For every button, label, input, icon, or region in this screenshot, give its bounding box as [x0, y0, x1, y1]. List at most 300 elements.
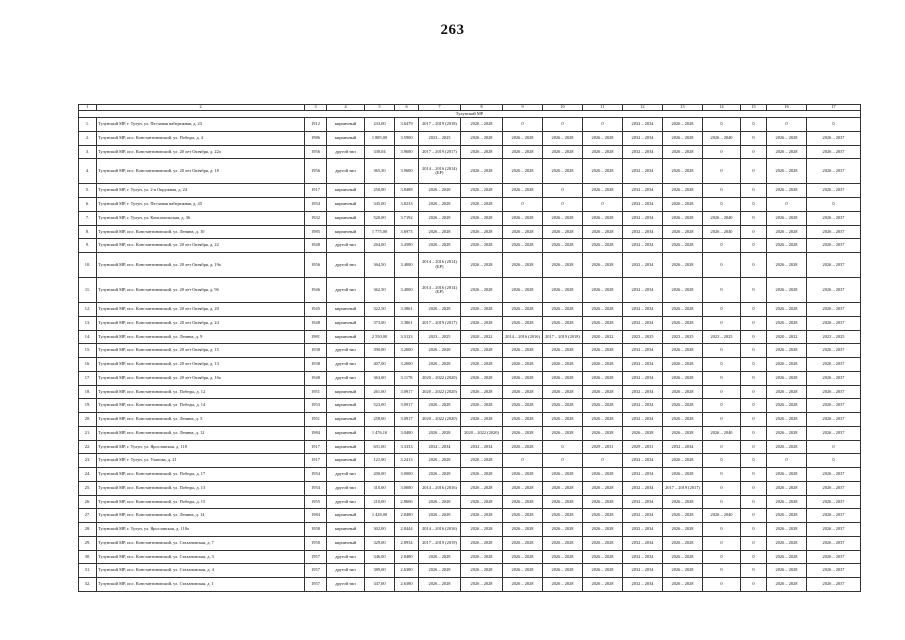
address-cell: Тулунский МР, г. Тулун, ул. Песчаная набережная, д. 23 [97, 118, 305, 132]
address-cell: Тулунский МР, пос. Константиновский, ул. 20 лет Октября, д. 16а [97, 371, 305, 385]
table-cell: 0 [703, 440, 741, 454]
column-number-cell: 13 [663, 105, 703, 111]
table-cell: 2026 – 2028 [543, 344, 583, 358]
table-cell: 1957 [305, 564, 327, 578]
table-cell: 2026 – 2028 [663, 145, 703, 159]
table-cell: 2026 – 2028 [461, 358, 503, 372]
table-cell: 2026 – 2028 [767, 303, 807, 317]
table-cell: 2032 – 2034 [623, 253, 663, 278]
table-cell: 1951 [305, 413, 327, 427]
table-cell: 2026 – 2028 [503, 184, 543, 198]
table-cell: 1984 [305, 426, 327, 440]
table-cell: 2026 – 2028 [461, 564, 503, 578]
address-cell: Тулунский МР, пос. Константиновский, ул. Ленина, д. 12 [97, 426, 305, 440]
table-cell: 2026 – 2028 [767, 225, 807, 239]
table-cell: 2026 – 2028 [461, 578, 503, 592]
row-number-cell: 26. [79, 495, 97, 509]
table-cell: 2026 – 2037 [807, 536, 861, 550]
table-cell: 0 [703, 316, 741, 330]
table-cell: 2032 – 2034 [623, 481, 663, 495]
table-cell: 2026 – 2028 [767, 344, 807, 358]
table-cell: 2032 – 2034 [623, 454, 663, 468]
table-cell: 2026 – 2028 [503, 131, 543, 145]
table-cell: кирпичный [327, 184, 365, 198]
address-cell: Тулунский МР, пос. Константиновский, ул. Победы, д. 13 [97, 481, 305, 495]
table-cell: 2026 – 2028 [543, 303, 583, 317]
table-row [79, 239, 861, 253]
table-cell: 2026 – 2028 [503, 159, 543, 184]
housing-register-table [78, 104, 861, 592]
table-cell: 2026 – 2028 [543, 426, 583, 440]
table-cell: 1946 [305, 278, 327, 303]
table-cell: 0 [807, 198, 861, 212]
table-cell: 2020 – 2022 (2020) [419, 385, 461, 399]
address-cell: Тулунский МР, пос. Константиновский, ул. Победы, д. 15 [97, 495, 305, 509]
table-cell: 2026 – 2028 [583, 278, 623, 303]
address-cell: Тулунский МР, пос. Константиновский, ул. 20 лет Октября, д. 22 [97, 239, 305, 253]
table-cell: кирпичный [327, 225, 365, 239]
row-number-cell: 21. [79, 426, 97, 440]
row-number-cell: 22. [79, 440, 97, 454]
table-cell: 2026 – 2028 [663, 358, 703, 372]
table-cell: 2026 – 2037 [807, 509, 861, 523]
table-row [79, 159, 861, 184]
table-cell: 2017 – 2019 (2019) [419, 536, 461, 550]
table-cell: 322,50 [365, 303, 395, 317]
table-cell: кирпичный [327, 536, 365, 550]
table-row [79, 253, 861, 278]
table-cell: 2014 – 2016 (2016) [419, 481, 461, 495]
table-cell: 2026 – 2028 [419, 578, 461, 592]
address-cell: Тулунский МР, пос. Константиновский, ул. Стахановская, д. 4 [97, 564, 305, 578]
table-cell: 0 [703, 253, 741, 278]
table-cell: 2026 – 2028 [583, 426, 623, 440]
table-cell: 0 [741, 184, 767, 198]
table-cell: 0 [703, 385, 741, 399]
table-cell: 0 [807, 454, 861, 468]
table-row [79, 481, 861, 495]
table-cell: 1986 [305, 131, 327, 145]
table-cell: 2026 – 2037 [807, 578, 861, 592]
table-cell: 2032 – 2034 [623, 184, 663, 198]
table-cell: 0 [703, 536, 741, 550]
table-cell: 0 [741, 385, 767, 399]
table-cell: 2026 – 2028 [419, 550, 461, 564]
table-cell: 2026 – 2028 [663, 211, 703, 225]
table-cell: кирпичный [327, 413, 365, 427]
table-cell: 2026 – 2037 [807, 385, 861, 399]
district-name: Тулунский МР [79, 111, 861, 118]
column-number-cell: 16 [767, 105, 807, 111]
table-cell: 2026 – 2028 [663, 385, 703, 399]
table-row [79, 523, 861, 537]
address-cell: Тулунский МР, пос. Константиновский, ул. 20 лет Октября, д. 24 [97, 316, 305, 330]
table-cell: 0 [741, 253, 767, 278]
table-cell: 2026 – 2028 [767, 385, 807, 399]
address-cell: Тулунский МР, пос. Константиновский, ул. 20 лет Октября, д. 19а [97, 253, 305, 278]
table-cell: 0 [741, 303, 767, 317]
table-cell: 3.3861 [395, 303, 419, 317]
table-cell: 2026 – 2028 [461, 131, 503, 145]
table-cell: 2026 – 2028 [583, 131, 623, 145]
table-cell: 2026 – 2028 [543, 481, 583, 495]
table-cell: 2026 – 2028 [419, 198, 461, 212]
table-cell: 2026 – 2028 [461, 225, 503, 239]
table-cell: 2026 – 2028 [461, 253, 503, 278]
table-cell: 121,00 [365, 454, 395, 468]
table-cell: 2020 – 2022 [461, 330, 503, 344]
table-cell: 0 [703, 303, 741, 317]
address-cell: Тулунский МР, пос. Константиновский, ул. 20 лет Октября, д. 22а [97, 145, 305, 159]
table-cell: 2026 – 2028 [461, 371, 503, 385]
row-number-cell: 5. [79, 184, 97, 198]
table-cell: 2032 – 2034 [623, 468, 663, 482]
table-cell: 3.9600 [395, 159, 419, 184]
table-cell: 2032 – 2034 [623, 316, 663, 330]
table-cell: 2032 – 2034 [623, 550, 663, 564]
table-cell: 2026 – 2040 [703, 131, 741, 145]
column-number-cell: 7 [419, 105, 461, 111]
table-cell: 3.8233 [395, 198, 419, 212]
table-cell: 2026 – 2037 [807, 211, 861, 225]
table-cell: 2026 – 2028 [503, 358, 543, 372]
table-cell: 2032 – 2034 [623, 399, 663, 413]
table-cell: 261,00 [365, 385, 395, 399]
table-cell: 250,00 [365, 184, 395, 198]
table-cell: 1 775,00 [365, 225, 395, 239]
page-number: 263 [440, 22, 465, 38]
table-cell: кирпичный [327, 198, 365, 212]
table-cell: 0 [741, 330, 767, 344]
table-cell: 0 [741, 371, 767, 385]
table-cell: 0 [703, 399, 741, 413]
table-cell: 0 [583, 118, 623, 132]
table-cell: 3.3861 [395, 316, 419, 330]
table-cell: 2026 – 2028 [663, 536, 703, 550]
address-cell: Тулунский МР, пос. Константиновский, ул. Победы, д. 14 [97, 399, 305, 413]
table-cell: 2026 – 2028 [767, 145, 807, 159]
table-cell: 2026 – 2028 [543, 225, 583, 239]
table-cell: 2026 – 2028 [583, 413, 623, 427]
address-cell: Тулунский МР, г. Тулун, ул. Ярославская, д. 118 [97, 440, 305, 454]
column-number-cell: 14 [703, 105, 741, 111]
table-cell: 2026 – 2028 [663, 454, 703, 468]
table-cell: 2026 – 2028 [503, 523, 543, 537]
row-number-cell: 8. [79, 225, 97, 239]
table-cell: 2032 – 2034 [623, 358, 663, 372]
table-cell: 2026 – 2028 [663, 198, 703, 212]
table-cell: 2026 – 2028 [503, 253, 543, 278]
table-cell: 2026 – 2028 [583, 495, 623, 509]
table-cell: 2026 – 2028 [543, 278, 583, 303]
table-cell: 2026 – 2028 [503, 536, 543, 550]
table-cell: 0 [703, 578, 741, 592]
table-row [79, 385, 861, 399]
table-cell: 2026 – 2028 [461, 385, 503, 399]
table-cell: 2.8934 [395, 536, 419, 550]
table-cell: 329,00 [365, 536, 395, 550]
table-cell: 0 [703, 344, 741, 358]
table-cell: 2023 – 2025 [623, 330, 663, 344]
table-cell: 2026 – 2028 [583, 159, 623, 184]
address-cell: Тулунский МР, пос. Константиновский, ул. 20 лет Октября, д. 20 [97, 303, 305, 317]
table-cell: 2026 – 2028 [419, 468, 461, 482]
table-cell: 364,50 [365, 253, 395, 278]
table-cell: 3.3333 [395, 440, 419, 454]
column-number-cell: 3 [305, 105, 327, 111]
table-cell: 2026 – 2028 [543, 413, 583, 427]
table-cell: 1948 [305, 371, 327, 385]
table-cell: 2026 – 2028 [663, 159, 703, 184]
table-cell: 2026 – 2037 [807, 371, 861, 385]
table-cell: кирпичный [327, 316, 365, 330]
table-cell: другой тип [327, 278, 365, 303]
table-cell: 389,00 [365, 564, 395, 578]
table-cell: 1985 [305, 225, 327, 239]
column-number-cell: 1 [79, 105, 97, 111]
table-cell: 2026 – 2028 [461, 536, 503, 550]
table-cell: 2032 – 2034 [623, 118, 663, 132]
table-cell: 2026 – 2037 [807, 253, 861, 278]
table-cell: 2026 – 2028 [543, 159, 583, 184]
table-cell: 2026 – 2028 [419, 399, 461, 413]
table-cell: 0 [741, 578, 767, 592]
table-cell: 2026 – 2028 [663, 344, 703, 358]
table-cell: 1984 [305, 509, 327, 523]
table-row [79, 225, 861, 239]
table-cell: 2017 – 2019 (2017) [419, 316, 461, 330]
table-row [79, 440, 861, 454]
table-cell: 0 [703, 358, 741, 372]
table-cell: 1 476,10 [365, 426, 395, 440]
table-cell: 2026 – 2028 [663, 413, 703, 427]
table-cell: 2017 – 2019 (2018) [543, 330, 583, 344]
table-cell: 365,50 [365, 159, 395, 184]
table-cell: 2026 – 2028 [543, 358, 583, 372]
table-cell: 302,00 [365, 523, 395, 537]
table-cell: 2026 – 2028 [461, 413, 503, 427]
table-cell: 2032 – 2034 [623, 225, 663, 239]
table-cell: 3.0917 [395, 413, 419, 427]
table-cell: 2026 – 2028 [767, 184, 807, 198]
table-cell: 2026 – 2028 [583, 358, 623, 372]
table-cell: 0 [741, 118, 767, 132]
table-row [79, 371, 861, 385]
row-number-cell: 7. [79, 211, 97, 225]
table-cell: 2020 – 2022 (2020) [419, 371, 461, 385]
table-cell: 2026 – 2028 [419, 454, 461, 468]
table-cell: 2026 – 2028 [663, 399, 703, 413]
table-cell: кирпичный [327, 509, 365, 523]
row-number-cell: 2. [79, 131, 97, 145]
table-cell: 1950 [305, 536, 327, 550]
table-cell: 2026 – 2028 [543, 145, 583, 159]
table-cell: другой тип [327, 495, 365, 509]
table-cell: 2026 – 2028 [767, 468, 807, 482]
table-cell: 3.0000 [395, 481, 419, 495]
table-cell: 2026 – 2028 [543, 468, 583, 482]
table-cell: другой тип [327, 564, 365, 578]
table-cell: 233,00 [365, 118, 395, 132]
row-number-cell: 13. [79, 316, 97, 330]
row-number-cell: 28. [79, 523, 97, 537]
table-cell: 1 428,00 [365, 509, 395, 523]
table-cell: 520,00 [365, 211, 395, 225]
table-cell: 2032 – 2034 [461, 440, 503, 454]
table-cell: 2026 – 2028 [461, 481, 503, 495]
table-cell: 2026 – 2028 [543, 536, 583, 550]
table-row [79, 413, 861, 427]
table-cell: 2026 – 2037 [807, 184, 861, 198]
table-row [79, 426, 861, 440]
table-cell: 2026 – 2037 [807, 495, 861, 509]
address-cell: Тулунский МР, пос. Константиновский, ул. 20 лет Октября, д. 18 [97, 159, 305, 184]
table-cell: 0 [703, 550, 741, 564]
table-cell: 2014 – 2016 (2014) (БР) [419, 159, 461, 184]
table-row [79, 564, 861, 578]
table-cell: 390,00 [365, 344, 395, 358]
table-cell: 2026 – 2028 [663, 239, 703, 253]
table-cell: 2026 – 2028 [663, 509, 703, 523]
table-cell: 2023 – 2025 [663, 330, 703, 344]
row-number-cell: 27. [79, 509, 97, 523]
table-cell: 2026 – 2028 [767, 131, 807, 145]
table-cell: 0 [543, 454, 583, 468]
table-cell: 2026 – 2028 [583, 253, 623, 278]
table-cell: 3.2000 [395, 358, 419, 372]
table-cell: 3.4580 [395, 239, 419, 253]
table-cell: 2026 – 2028 [663, 564, 703, 578]
table-cell: 2026 – 2028 [767, 239, 807, 253]
table-row [79, 344, 861, 358]
table-cell: 2026 – 2028 [461, 550, 503, 564]
column-number-cell: 8 [461, 105, 503, 111]
table-cell: 0 [703, 184, 741, 198]
table-cell: 3.5900 [395, 131, 419, 145]
table-cell: 2026 – 2028 [663, 316, 703, 330]
table-cell: 2017 – 2019 (2018) [419, 118, 461, 132]
table-cell: кирпичный [327, 399, 365, 413]
row-number-cell: 24. [79, 468, 97, 482]
address-cell: Тулунский МР, пос. Константиновский, ул. Победы, д. 17 [97, 468, 305, 482]
table-cell: 2026 – 2028 [767, 278, 807, 303]
table-row [79, 536, 861, 550]
table-cell: 3.3123 [395, 330, 419, 344]
table-cell: 2026 – 2040 [703, 509, 741, 523]
row-number-cell: 9. [79, 239, 97, 253]
table-cell: 3.9600 [395, 145, 419, 159]
table-cell: 0 [741, 358, 767, 372]
table-cell: 2026 – 2028 [543, 371, 583, 385]
table-cell: 2026 – 2028 [767, 550, 807, 564]
table-cell: 2026 – 2037 [807, 225, 861, 239]
table-cell: 2.6380 [395, 578, 419, 592]
table-cell: другой тип [327, 159, 365, 184]
table-cell: 2026 – 2028 [767, 564, 807, 578]
table-cell: 0 [703, 118, 741, 132]
table-cell: 2026 – 2028 [663, 303, 703, 317]
table-cell: 1956 [305, 253, 327, 278]
table-cell: 0 [503, 118, 543, 132]
row-number-cell: 25. [79, 481, 97, 495]
table-cell: кирпичный [327, 131, 365, 145]
table-cell: 3.0917 [395, 385, 419, 399]
table-cell: 2026 – 2028 [767, 358, 807, 372]
column-number-cell: 5 [365, 105, 395, 111]
table-cell: 2026 – 2037 [807, 413, 861, 427]
table-cell: 0 [703, 413, 741, 427]
table-cell: 1945 [305, 303, 327, 317]
table-cell: 2.6380 [395, 564, 419, 578]
table-cell: 0 [741, 495, 767, 509]
table-cell: другой тип [327, 468, 365, 482]
table-cell: 0 [543, 118, 583, 132]
table-cell: 2026 – 2028 [583, 564, 623, 578]
table-row [79, 198, 861, 212]
row-number-cell: 11. [79, 278, 97, 303]
row-number-cell: 31. [79, 564, 97, 578]
table-cell: 2026 – 2028 [543, 523, 583, 537]
table-cell: 2026 – 2028 [543, 131, 583, 145]
table-cell: 2026 – 2028 [583, 344, 623, 358]
row-number-cell: 17. [79, 371, 97, 385]
table-cell: 2026 – 2028 [419, 509, 461, 523]
table-cell: 0 [741, 225, 767, 239]
table-cell: другой тип [327, 550, 365, 564]
table-cell: 2026 – 2040 [703, 211, 741, 225]
table-cell: 2032 – 2034 [623, 578, 663, 592]
table-row [79, 495, 861, 509]
table-cell: 2026 – 2028 [583, 578, 623, 592]
table-row [79, 578, 861, 592]
table-cell: 0 [703, 481, 741, 495]
table-cell: 2026 – 2028 [503, 371, 543, 385]
table-cell: 1951 [305, 385, 327, 399]
table-cell: 2026 – 2028 [543, 316, 583, 330]
row-number-cell: 16. [79, 358, 97, 372]
table-cell: кирпичный [327, 454, 365, 468]
table-cell: 2026 – 2028 [503, 578, 543, 592]
table-cell: 2026 – 2028 [583, 211, 623, 225]
table-cell: 0 [741, 413, 767, 427]
table-cell: 2026 – 2028 [503, 426, 543, 440]
table-cell: 2026 – 2028 [461, 159, 503, 184]
table-cell: 373,00 [365, 316, 395, 330]
table-cell: 2026 – 2037 [807, 550, 861, 564]
table-cell: 2026 – 2037 [807, 278, 861, 303]
table-cell: 1938 [305, 344, 327, 358]
table-cell: 2026 – 2028 [461, 198, 503, 212]
table-cell: 2026 – 2028 [767, 413, 807, 427]
table-cell: 2026 – 2028 [663, 118, 703, 132]
table-cell: 2026 – 2028 [543, 509, 583, 523]
table-cell: 0 [741, 159, 767, 184]
table-cell: 0 [583, 198, 623, 212]
table-cell: 2014 – 2016 (2014) (БР) [419, 278, 461, 303]
column-number-cell: 15 [741, 105, 767, 111]
table-cell: 2026 – 2037 [807, 426, 861, 440]
table-cell: 2.8480 [395, 509, 419, 523]
table-cell: 3.0400 [395, 426, 419, 440]
table-cell: 0 [741, 131, 767, 145]
table-cell: 0 [807, 440, 861, 454]
district-row [79, 111, 861, 118]
address-cell: Тулунский МР, пос. Константиновский, ул. Ленина, д. 14 [97, 509, 305, 523]
column-number-cell: 4 [327, 105, 365, 111]
table-cell: 2032 – 2034 [623, 131, 663, 145]
table-cell: 2032 – 2034 [663, 440, 703, 454]
address-cell: Тулунский МР, г. Тулун, ул. Уланова, д. 21 [97, 454, 305, 468]
